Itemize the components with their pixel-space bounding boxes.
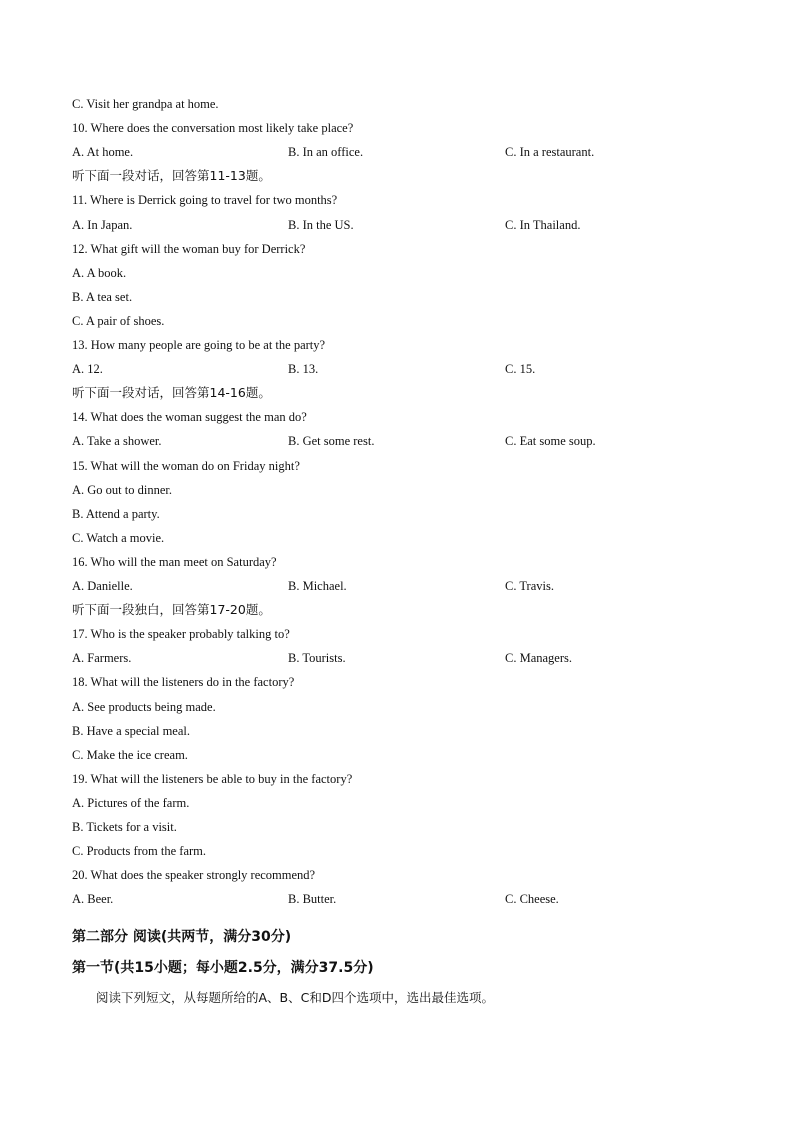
- option-text: A. Beer.: [72, 892, 114, 906]
- question-text: 10. Where does the conversation most likely take place?: [72, 121, 354, 135]
- option-text: B. In an office.: [288, 145, 364, 159]
- option-text: C. In Thailand.: [505, 218, 581, 232]
- section-instruction: 听下面一段独白，回答第17-20题。: [72, 602, 271, 617]
- option-text: B. Butter.: [288, 892, 337, 906]
- option-text: A. Farmers.: [72, 651, 132, 665]
- option-text: C. Travis.: [505, 579, 554, 593]
- option-text: C. A pair of shoes.: [72, 314, 165, 328]
- section-instruction: 听下面一段对话，回答第14-16题。: [72, 385, 271, 400]
- section-title: 第二部分 阅读(共两节，满分30分): [72, 929, 292, 945]
- option-text: B. In the US.: [288, 218, 354, 232]
- option-text: C. In a restaurant.: [505, 145, 595, 159]
- question-text: 19. What will the listeners be able to buy in the factory?: [72, 772, 353, 786]
- option-text: B. Tourists.: [288, 651, 346, 665]
- option-text: A. Go out to dinner.: [72, 483, 172, 497]
- instruction-text: 阅读下列短文，从每题所给的A、B、C和D四个选项中，选出最佳选项。: [96, 990, 494, 1005]
- option-text: B. Tickets for a visit.: [72, 820, 177, 834]
- question-text: 15. What will the woman do on Friday night?: [72, 459, 300, 473]
- option-text: B. Attend a party.: [72, 507, 160, 521]
- option-text: A. 12.: [72, 362, 103, 376]
- option-text: C. Watch a movie.: [72, 531, 165, 545]
- option-text: A. Danielle.: [72, 579, 133, 593]
- option-text: A. See products being made.: [72, 700, 216, 714]
- question-text: 16. Who will the man meet on Saturday?: [72, 555, 277, 569]
- option-text: C. Visit her grandpa at home.: [72, 97, 219, 111]
- option-text: C. Managers.: [505, 651, 572, 665]
- option-text: A. Take a shower.: [72, 434, 162, 448]
- option-text: B. 13.: [288, 362, 319, 376]
- question-text: 12. What gift will the woman buy for Derrick?: [72, 242, 306, 256]
- option-text: C. Eat some soup.: [505, 434, 596, 448]
- option-text: B. Michael.: [288, 579, 347, 593]
- option-text: A. In Japan.: [72, 218, 133, 232]
- section-instruction: 听下面一段对话，回答第11-13题。: [72, 168, 271, 183]
- subsection-title: 第一节(共15小题；每小题2.5分，满分37.5分): [72, 960, 374, 976]
- option-text: C. 15.: [505, 362, 536, 376]
- question-text: 14. What does the woman suggest the man do?: [72, 410, 307, 424]
- question-text: 20. What does the speaker strongly recommend?: [72, 868, 316, 882]
- option-text: A. Pictures of the farm.: [72, 796, 190, 810]
- question-text: 18. What will the listeners do in the factory?: [72, 675, 295, 689]
- option-text: C. Make the ice cream.: [72, 748, 188, 762]
- option-text: B. Get some rest.: [288, 434, 375, 448]
- question-text: 13. How many people are going to be at the party?: [72, 338, 326, 352]
- question-text: 17. Who is the speaker probably talking to?: [72, 627, 290, 641]
- option-text: C. Products from the farm.: [72, 844, 207, 858]
- option-text: B. Have a special meal.: [72, 724, 191, 738]
- question-text: 11. Where is Derrick going to travel for two months?: [72, 193, 338, 207]
- option-text: C. Cheese.: [505, 892, 559, 906]
- option-text: B. A tea set.: [72, 290, 133, 304]
- option-text: A. At home.: [72, 145, 134, 159]
- option-text: A. A book.: [72, 266, 127, 280]
